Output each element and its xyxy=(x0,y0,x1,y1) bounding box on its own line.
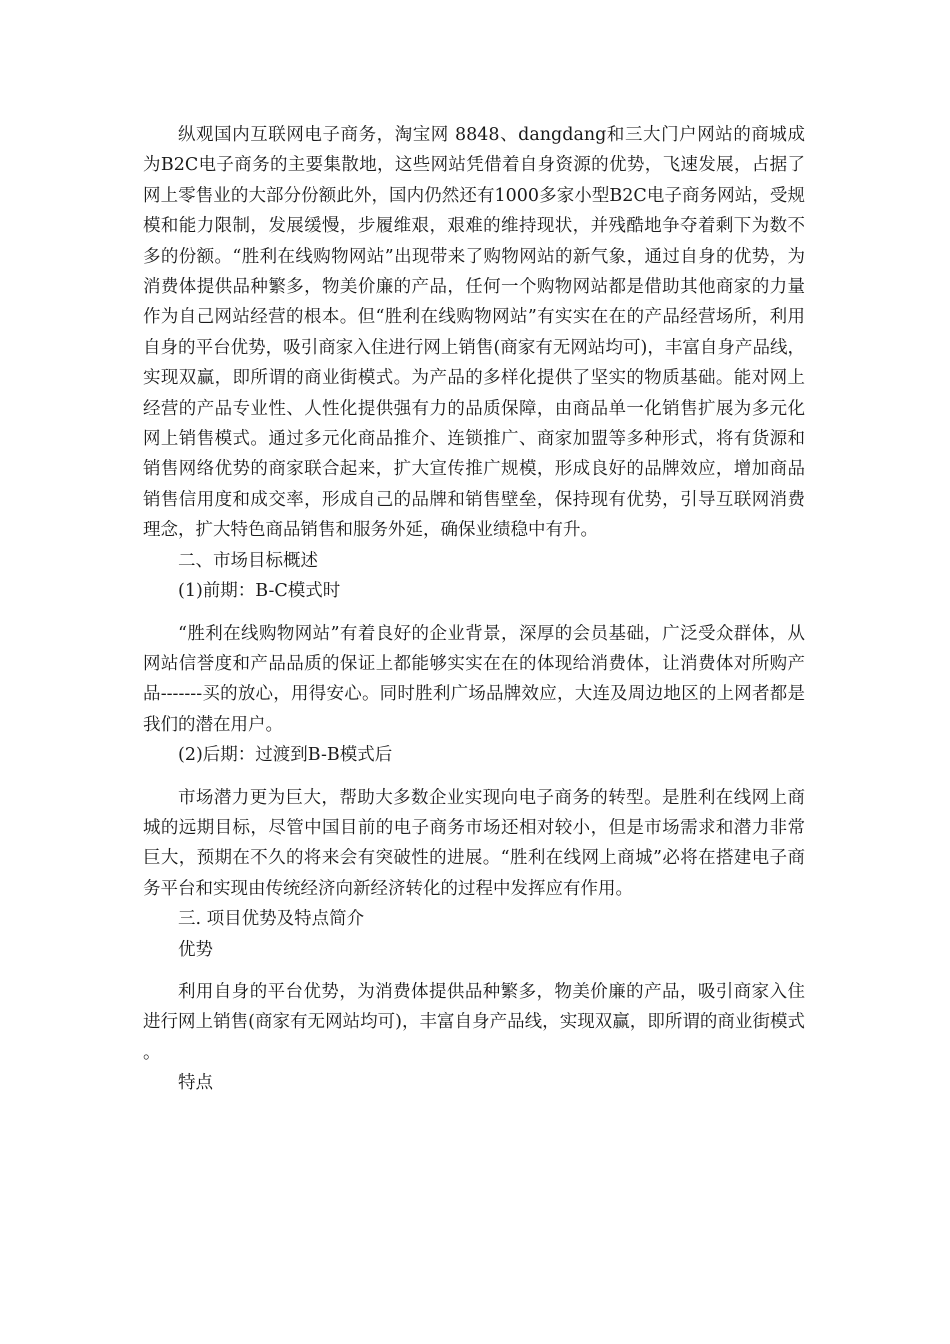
document-body xyxy=(143,120,805,1099)
subheading-features: 特点 xyxy=(178,1073,213,1094)
intro-paragraph: 纵观国内互联网电子商务，淘宝网 8848、dangdang和三大门户网站的商城成为B2C电子商务的主要集散地，这些网站凭借着自身资源的优势，飞速发展，占据了网上零售业的大部分份额此外，国内仍然还有1000多家小型B2C电子商务网站，受规模和能力限制，发展缓慢，步履维艰，艰难的维持现状，并残酷地争夺着剩下为数不多的份额。“胜利在线购物网站”出现带来了购物网站的新气象，通过自身的优势，为消费体提供品种繁多，物美价廉的产品，任何一个购物网站都是借助其他商家的力量作为自己网站经营的根本。但“胜利在线购物网站”有实实在在的产品经营场所，利用自身的平台优势，吸引商家入住进行网上销售(商家有无网站均可)，丰富自身产品线，实现双赢，即所谓的商业街模式。为产品的多样化提供了坚实的物质基础。能对网上经营的产品专业性、人性化提供强有力的品质保障，由商品单一化销售扩展为多元化网上销售模式。通过多元化商品推介、连锁推广、商家加盟等多种形式，将有货源和销售网络优势的商家联合起来，扩大宣传推广规模，形成良好的品牌效应，增加商品销售信用度和成交率，形成自己的品牌和销售壁垒，保持现有优势，引导互联网消费理念，扩大特色商品销售和服务外延，确保业绩稳中有升。 xyxy=(143,125,805,541)
subheading-advantage: 优势 xyxy=(178,939,213,960)
early-stage-paragraph: “胜利在线购物网站”有着良好的企业背景，深厚的会员基础，广泛受众群体，从网站信誉度和产品品质的保证上都能够实实在在的体现给消费体，让消费体对所购产品-------买的放心，用得安心。同时胜利广场品牌效应，大连及周边地区的上网者都是我们的潜在用户。 xyxy=(143,623,805,735)
subheading-early-stage: (1)前期：B-C模式时 xyxy=(178,581,341,602)
advantage-paragraph: 利用自身的平台优势，为消费体提供品种繁多，物美价廉的产品，吸引商家入住进行网上销售(商家有无网站均可)，丰富自身产品线，实现双赢，即所谓的商业街模式。 xyxy=(143,981,805,1063)
section-heading-market-goals: 二、市场目标概述 xyxy=(178,550,318,571)
subheading-late-stage: (2)后期：过渡到B-B模式后 xyxy=(178,745,393,766)
section-heading-advantages: 三. 项目优势及特点简介 xyxy=(178,909,365,930)
late-stage-paragraph: 市场潜力更为巨大，帮助大多数企业实现向电子商务的转型。是胜利在线网上商城的远期目标，尽管中国目前的电子商务市场还相对较小，但是市场需求和潜力非常巨大，预期在不久的将来会有突破性的进展。“胜利在线网上商城”必将在搭建电子商务平台和实现由传统经济向新经济转化的过程中发挥应有作用。 xyxy=(143,787,805,899)
